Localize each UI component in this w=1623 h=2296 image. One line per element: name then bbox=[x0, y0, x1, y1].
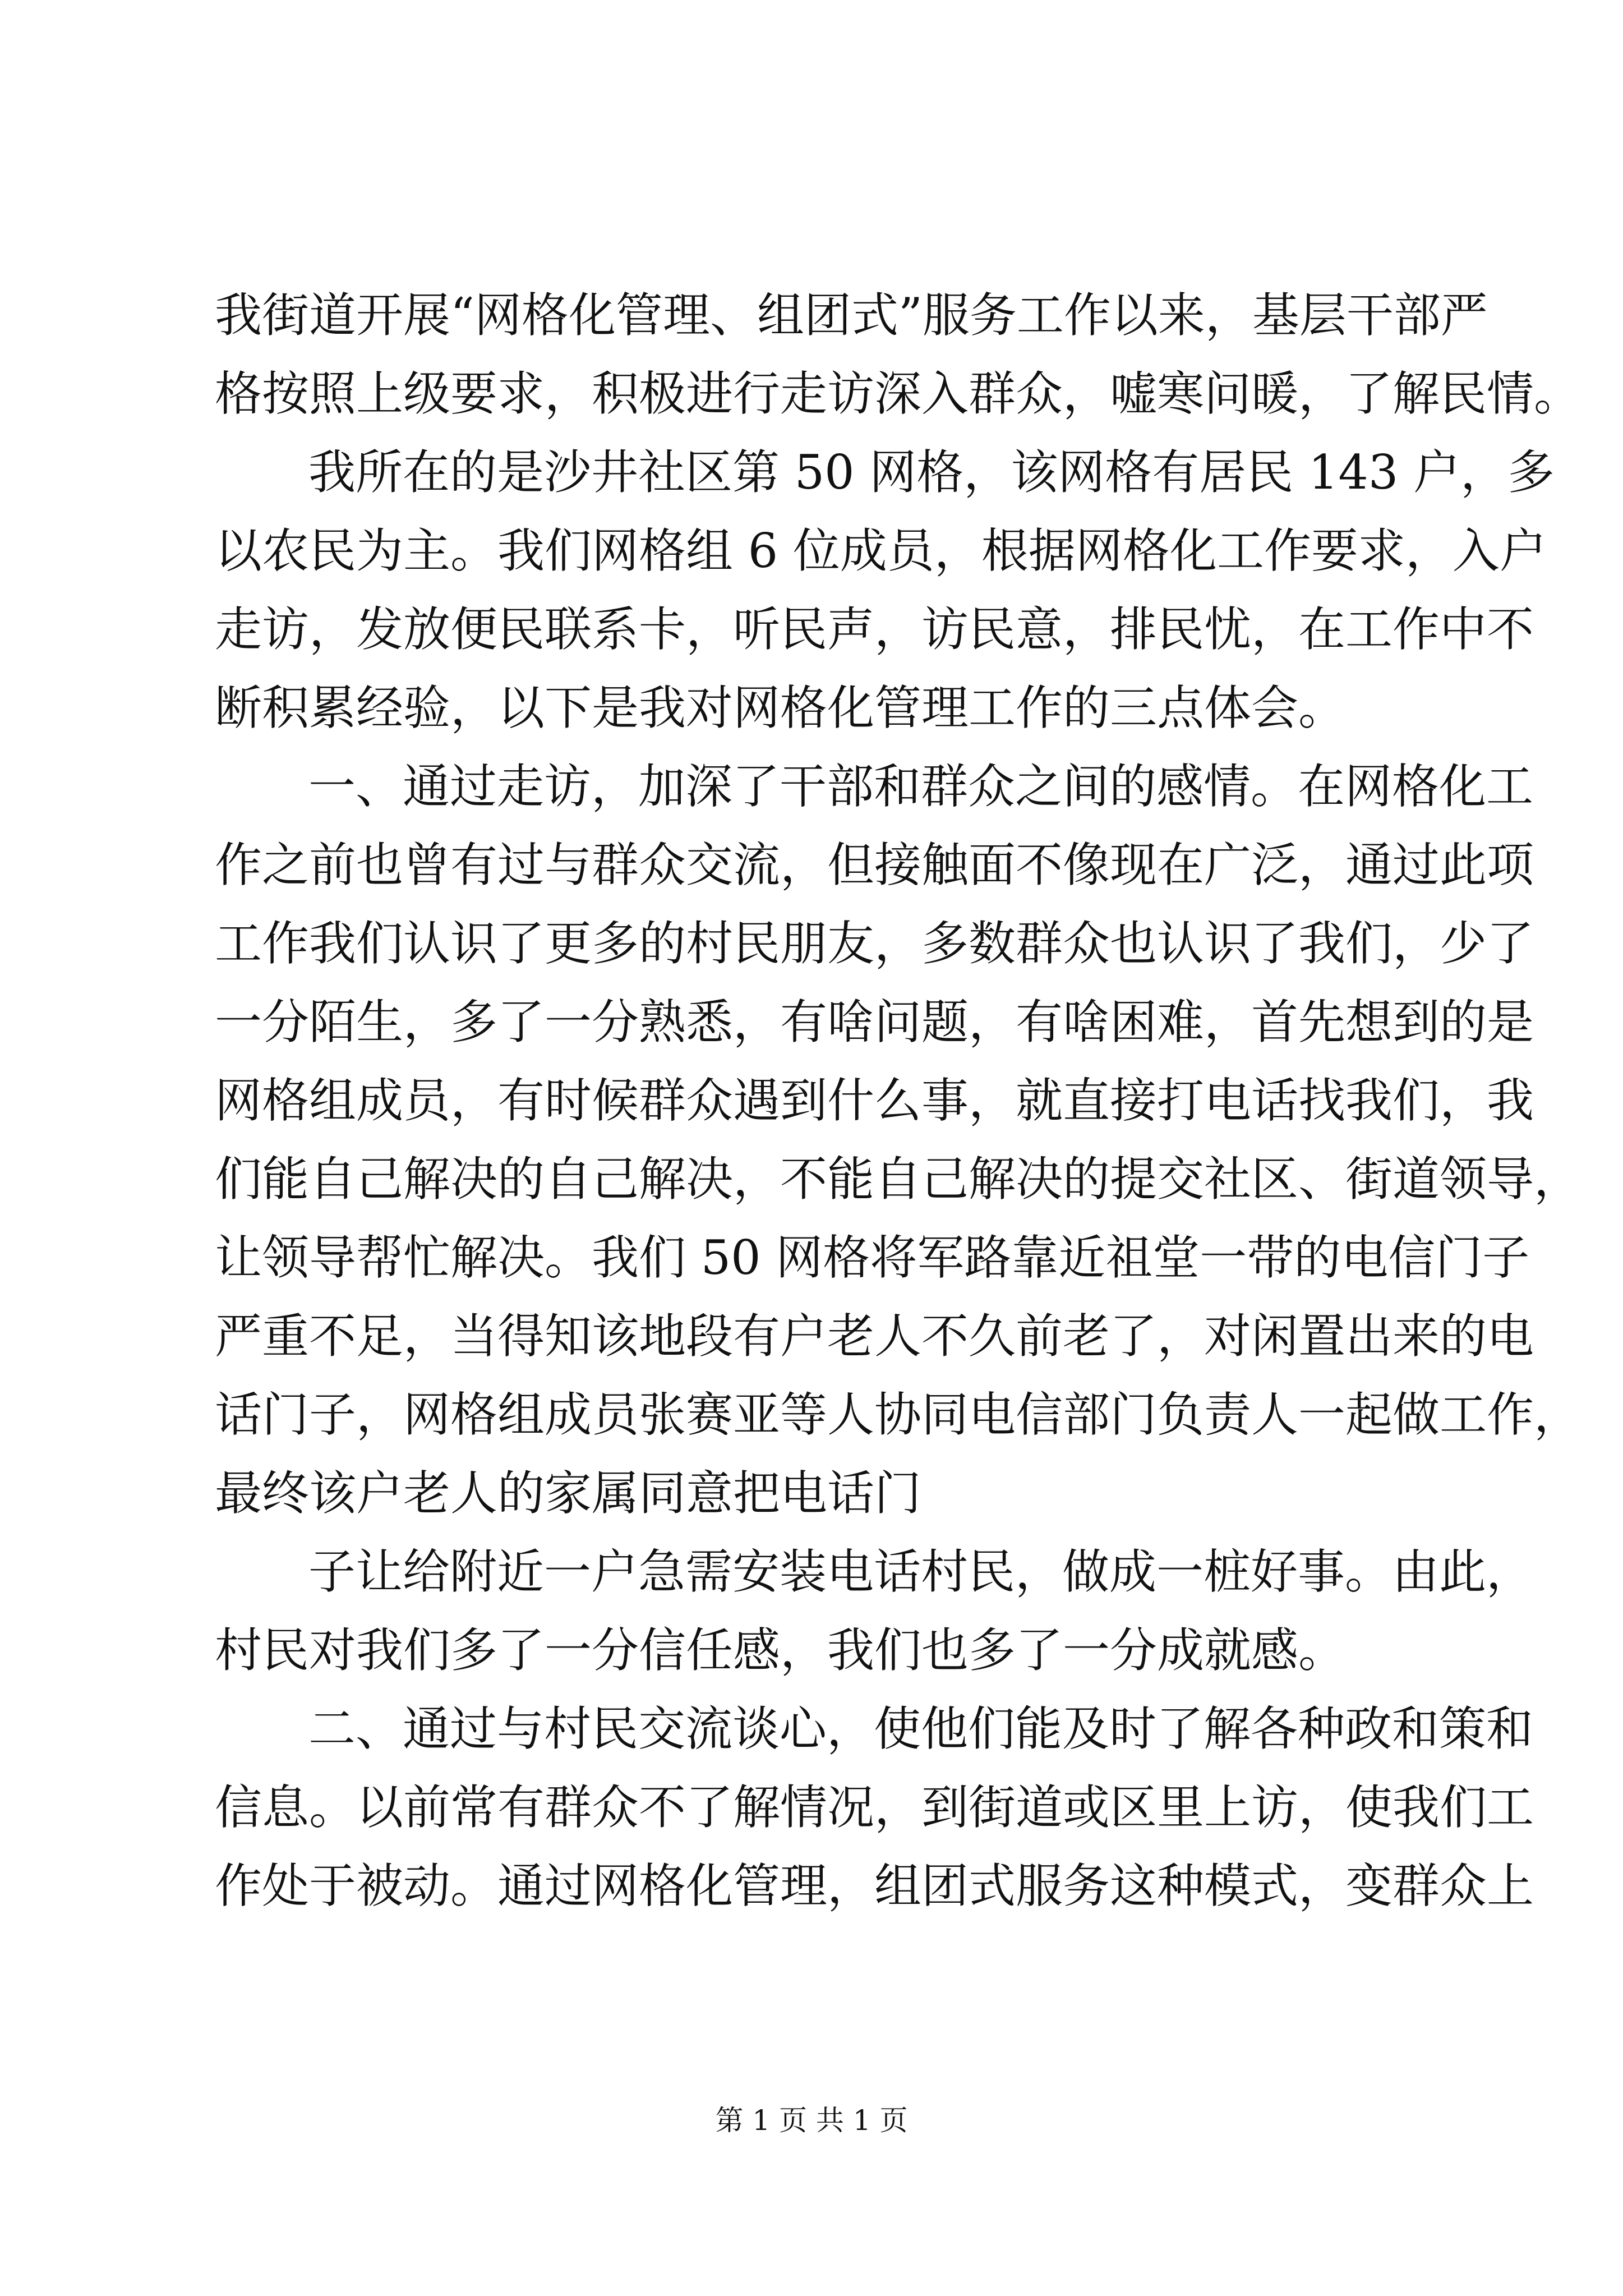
text-line-7: 一、通过走访，加深了干部和群众之间的感情。在网格化工 bbox=[308, 759, 1534, 814]
text-line-19: 二、通过与村民交流谈心，使他们能及时了解各种政和策和 bbox=[308, 1701, 1534, 1756]
text-line-1: 我街道开展“网格化管理、组团式”服务工作以来，基层干部严 bbox=[215, 288, 1488, 343]
text-line-21: 作处于被动。通过网格化管理，组团式服务这种模式，变群众上 bbox=[215, 1858, 1534, 1913]
text-line-17: 子让给附近一户急需安装电话村民，做成一桩好事。由此， bbox=[308, 1544, 1534, 1599]
text-line-13: 让领导帮忙解决。我们 50 网格将军路靠近祖堂一带的电信门子 bbox=[215, 1230, 1530, 1285]
text-line-8: 作之前也曾有过与群众交流，但接触面不像现在广泛，通过此项 bbox=[215, 838, 1534, 892]
text-line-2: 格按照上级要求，积极进行走访深入群众，嘘寒问暖，了解民情。 bbox=[215, 366, 1581, 421]
text-line-3: 我所在的是沙井社区第 50 网格，该网格有居民 143 户，多 bbox=[308, 445, 1555, 500]
text-line-9: 工作我们认识了更多的村民朋友，多数群众也认识了我们，少了 bbox=[215, 916, 1534, 971]
page-footer: 第 1 页 共 1 页 bbox=[715, 2104, 908, 2137]
text-line-15: 话门子，网格组成员张赛亚等人协同电信部门负责人一起做工作， bbox=[215, 1387, 1581, 1442]
text-line-5: 走访，发放便民联系卡，听民声，访民意，排民忧，在工作中不 bbox=[215, 602, 1534, 657]
text-line-10: 一分陌生，多了一分熟悉，有啥问题，有啥困难，首先想到的是 bbox=[215, 995, 1534, 1050]
text-line-4: 以农民为主。我们网格组 6 位成员，根据网格化工作要求，入户 bbox=[215, 523, 1547, 578]
text-line-14: 严重不足，当得知该地段有户老人不久前老了，对闲置出来的电 bbox=[215, 1309, 1534, 1364]
text-line-12: 们能自己解决的自己解决，不能自己解决的提交社区、街道领导， bbox=[215, 1152, 1581, 1207]
text-line-20: 信息。以前常有群众不了解情况，到街道或区里上访，使我们工 bbox=[215, 1780, 1534, 1835]
text-line-18: 村民对我们多了一分信任感，我们也多了一分成就感。 bbox=[215, 1623, 1346, 1678]
text-line-16: 最终该户老人的家属同意把电话门 bbox=[215, 1466, 922, 1521]
text-line-11: 网格组成员，有时候群众遇到什么事，就直接打电话找我们，我 bbox=[215, 1073, 1534, 1128]
text-line-6: 断积累经验，以下是我对网格化管理工作的三点体会。 bbox=[215, 680, 1346, 735]
